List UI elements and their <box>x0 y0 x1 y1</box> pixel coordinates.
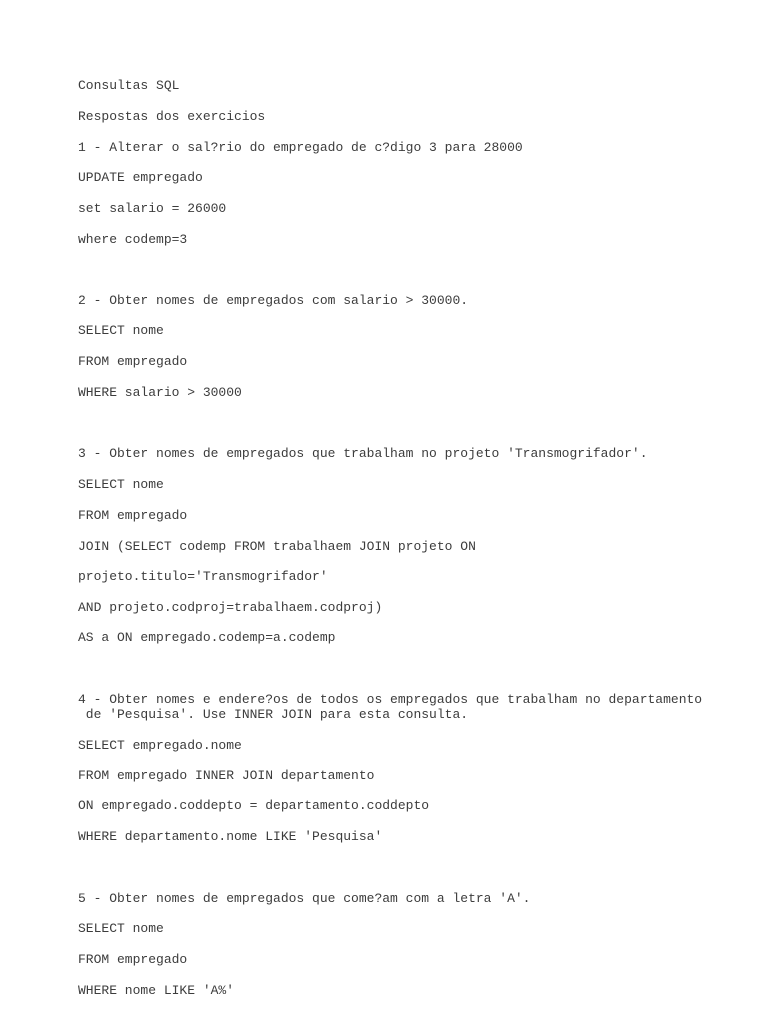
code-line: SELECT empregado.nome <box>78 738 242 753</box>
code-line: where codemp=3 <box>78 232 188 247</box>
code-line: set salario = 26000 <box>78 201 227 216</box>
code-line: projeto.titulo='Transmogrifador' <box>78 569 328 584</box>
code-line: UPDATE empregado <box>78 170 203 185</box>
document-subtitle: Respostas dos exercicios <box>78 109 266 124</box>
code-line: AND projeto.codproj=trabalhaem.codproj) <box>78 600 383 615</box>
code-line: SELECT nome <box>78 477 164 492</box>
code-line: AS a ON empregado.codemp=a.codemp <box>78 630 336 645</box>
code-line: JOIN (SELECT codemp FROM trabalhaem JOIN projeto ON <box>78 539 476 554</box>
code-line: FROM empregado INNER JOIN departamento <box>78 768 375 783</box>
exercise-1-question: 1 - Alterar o sal?rio do empregado de c?digo 3 para 28000 <box>78 140 523 155</box>
code-line: ON empregado.coddepto = departamento.coddepto <box>78 798 430 813</box>
exercise-5-question: 5 - Obter nomes de empregados que come?am com a letra 'A'. <box>78 891 531 906</box>
exercise-4-question-line-1: 4 - Obter nomes e endere?os de todos os empregados que trabalham no departamento <box>78 692 703 707</box>
code-line: FROM empregado <box>78 508 188 523</box>
code-line: FROM empregado <box>78 354 188 369</box>
document-title: Consultas SQL <box>78 78 180 93</box>
code-line: SELECT nome <box>78 323 164 338</box>
code-line: FROM empregado <box>78 952 188 967</box>
code-line: WHERE salario > 30000 <box>78 385 242 400</box>
code-line: WHERE departamento.nome LIKE 'Pesquisa' <box>78 829 383 844</box>
code-line: WHERE nome LIKE 'A%' <box>78 983 235 998</box>
code-line: SELECT nome <box>78 921 164 936</box>
exercise-3-question: 3 - Obter nomes de empregados que trabalham no projeto 'Transmogrifador'. <box>78 446 648 461</box>
exercise-2-question: 2 - Obter nomes de empregados com salario > 30000. <box>78 293 469 308</box>
exercise-4-question-line-2: de 'Pesquisa'. Use INNER JOIN para esta consulta. <box>78 707 469 722</box>
